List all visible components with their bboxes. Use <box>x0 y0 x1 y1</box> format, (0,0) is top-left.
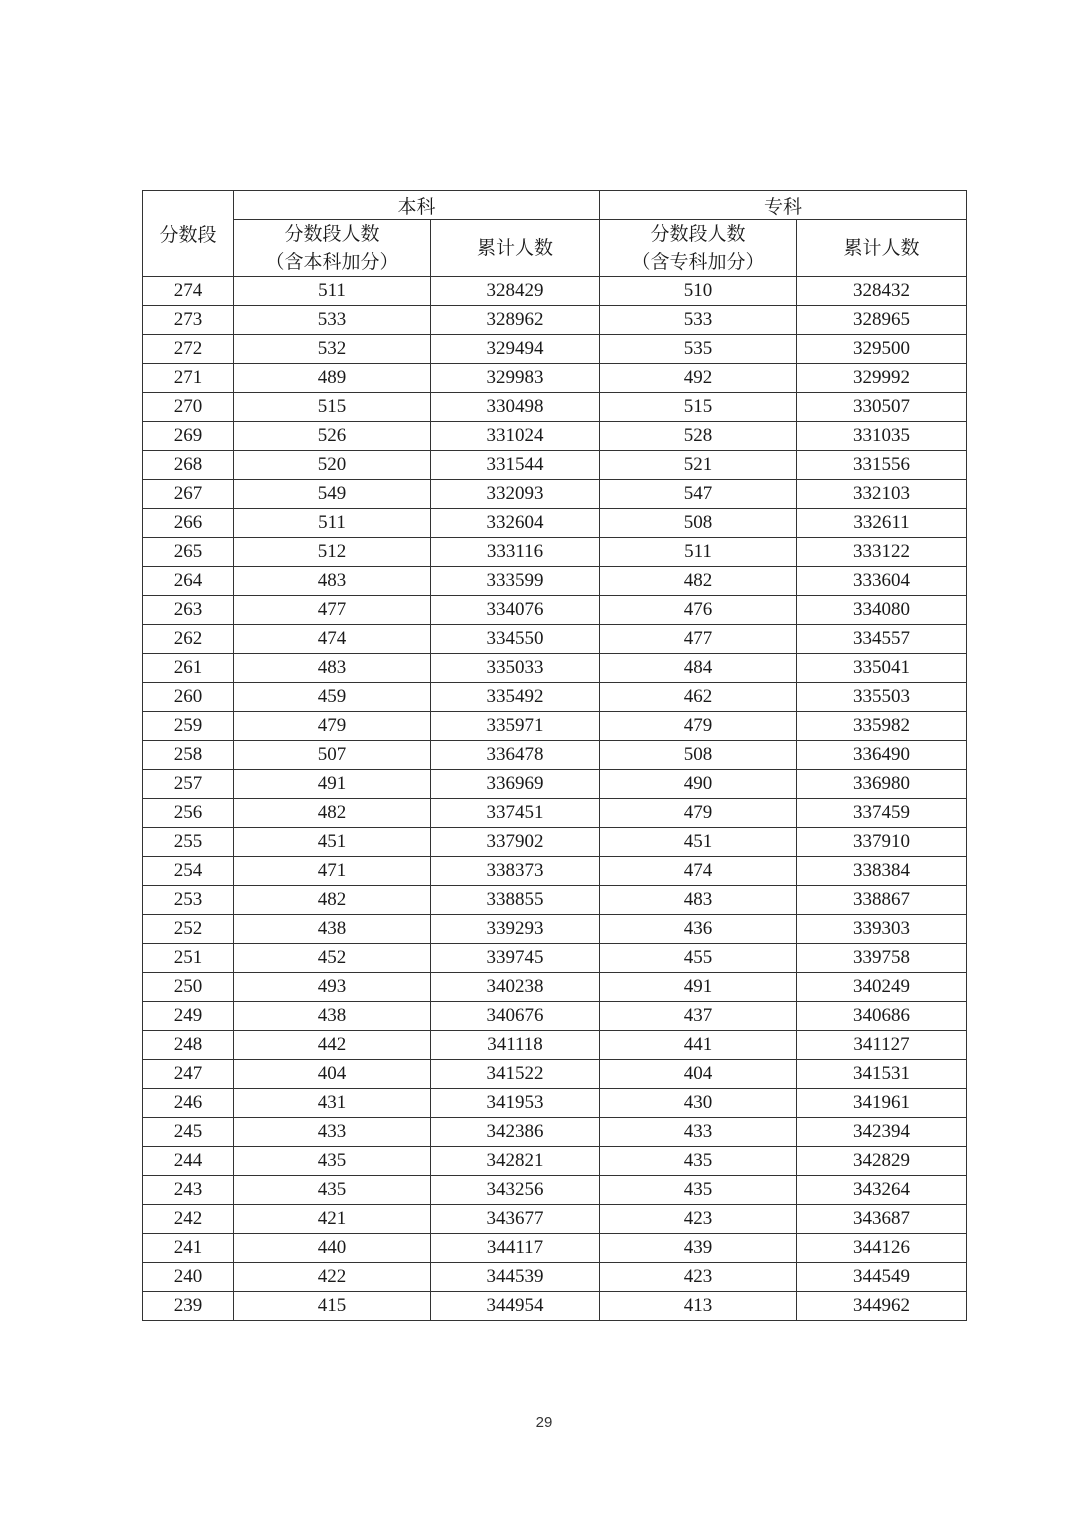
zhuanke-count-cell: 521 <box>600 451 797 480</box>
score-cell: 269 <box>143 422 234 451</box>
zhuanke-cumulative-cell: 341127 <box>797 1031 967 1060</box>
benke-count-cell: 433 <box>234 1118 431 1147</box>
zhuanke-count-cell: 547 <box>600 480 797 509</box>
score-cell: 254 <box>143 857 234 886</box>
benke-count-cell: 451 <box>234 828 431 857</box>
benke-cumulative-cell: 341953 <box>431 1089 600 1118</box>
table-body <box>143 277 967 1321</box>
table-row <box>143 1234 967 1263</box>
table-row <box>143 625 967 654</box>
benke-count-cell: 483 <box>234 654 431 683</box>
zhuanke-count-header-line2: （含专科加分） <box>631 251 765 273</box>
zhuanke-count-cell: 423 <box>600 1263 797 1292</box>
table-row <box>143 683 967 712</box>
benke-count-cell: 452 <box>234 944 431 973</box>
zhuanke-count-cell: 451 <box>600 828 797 857</box>
table-row <box>143 277 967 306</box>
zhuanke-count-cell: 476 <box>600 596 797 625</box>
zhuanke-count-cell: 491 <box>600 973 797 1002</box>
score-cell: 258 <box>143 741 234 770</box>
score-cell: 255 <box>143 828 234 857</box>
score-cell: 268 <box>143 451 234 480</box>
benke-cumulative-cell: 343256 <box>431 1176 600 1205</box>
benke-count-cell: 515 <box>234 393 431 422</box>
score-cell: 261 <box>143 654 234 683</box>
zhuanke-count-header <box>600 220 797 277</box>
benke-count-cell: 438 <box>234 915 431 944</box>
zhuanke-count-header-line1: 分数段人数 <box>650 223 746 245</box>
zhuanke-count-cell: 479 <box>600 712 797 741</box>
score-cell: 263 <box>143 596 234 625</box>
table-row <box>143 1205 967 1234</box>
benke-cumulative-cell: 331024 <box>431 422 600 451</box>
zhuanke-count-cell: 435 <box>600 1176 797 1205</box>
benke-count-cell: 507 <box>234 741 431 770</box>
zhuanke-cumulative-cell: 337910 <box>797 828 967 857</box>
score-cell: 247 <box>143 1060 234 1089</box>
zhuanke-cumulative-cell: 343687 <box>797 1205 967 1234</box>
benke-count-cell: 435 <box>234 1176 431 1205</box>
score-cell: 240 <box>143 1263 234 1292</box>
zhuanke-cumulative-cell: 342394 <box>797 1118 967 1147</box>
benke-cumulative-cell: 342386 <box>431 1118 600 1147</box>
zhuanke-count-cell: 433 <box>600 1118 797 1147</box>
zhuanke-cumulative-cell: 330507 <box>797 393 967 422</box>
score-cell: 244 <box>143 1147 234 1176</box>
benke-cumulative-cell: 337902 <box>431 828 600 857</box>
benke-cumulative-cell: 341118 <box>431 1031 600 1060</box>
benke-cumulative-cell: 337451 <box>431 799 600 828</box>
benke-cumulative-cell: 330498 <box>431 393 600 422</box>
benke-cumulative-cell: 333599 <box>431 567 600 596</box>
score-cell: 249 <box>143 1002 234 1031</box>
zhuanke-count-cell: 508 <box>600 741 797 770</box>
score-column-header: 分数段 <box>143 191 234 277</box>
zhuanke-count-cell: 441 <box>600 1031 797 1060</box>
table-row <box>143 1292 967 1321</box>
zhuanke-cumulative-cell: 338384 <box>797 857 967 886</box>
table-header-row-2 <box>143 220 967 277</box>
benke-cumulative-cell: 332604 <box>431 509 600 538</box>
score-cell: 242 <box>143 1205 234 1234</box>
zhuanke-cumulative-cell: 335041 <box>797 654 967 683</box>
table-row <box>143 1176 967 1205</box>
score-cell: 262 <box>143 625 234 654</box>
benke-cumulative-cell: 336478 <box>431 741 600 770</box>
score-cell: 246 <box>143 1089 234 1118</box>
score-cell: 266 <box>143 509 234 538</box>
benke-cumulative-cell: 333116 <box>431 538 600 567</box>
benke-count-cell: 474 <box>234 625 431 654</box>
table-row <box>143 770 967 799</box>
score-cell: 239 <box>143 1292 234 1321</box>
zhuanke-count-cell: 528 <box>600 422 797 451</box>
zhuanke-count-cell: 492 <box>600 364 797 393</box>
table-row <box>143 1002 967 1031</box>
benke-cumulative-header: 累计人数 <box>431 220 600 277</box>
benke-count-cell: 489 <box>234 364 431 393</box>
benke-cumulative-cell: 329983 <box>431 364 600 393</box>
benke-count-cell: 533 <box>234 306 431 335</box>
table-row <box>143 1118 967 1147</box>
table-header-row-1 <box>143 191 967 220</box>
benke-cumulative-cell: 338373 <box>431 857 600 886</box>
score-cell: 256 <box>143 799 234 828</box>
benke-count-cell: 431 <box>234 1089 431 1118</box>
benke-count-cell: 483 <box>234 567 431 596</box>
table-row <box>143 538 967 567</box>
zhuanke-cumulative-cell: 340686 <box>797 1002 967 1031</box>
table-row <box>143 915 967 944</box>
zhuanke-cumulative-cell: 334557 <box>797 625 967 654</box>
zhuanke-cumulative-cell: 333122 <box>797 538 967 567</box>
table-row <box>143 712 967 741</box>
zhuanke-count-cell: 436 <box>600 915 797 944</box>
benke-count-cell: 532 <box>234 335 431 364</box>
score-cell: 252 <box>143 915 234 944</box>
zhuanke-cumulative-cell: 339758 <box>797 944 967 973</box>
table-row <box>143 1060 967 1089</box>
benke-count-header-line2: （含本科加分） <box>265 251 399 273</box>
zhuanke-count-cell: 423 <box>600 1205 797 1234</box>
benke-count-cell: 404 <box>234 1060 431 1089</box>
table-row <box>143 480 967 509</box>
score-cell: 270 <box>143 393 234 422</box>
score-cell: 257 <box>143 770 234 799</box>
zhuanke-count-cell: 535 <box>600 335 797 364</box>
table-row <box>143 1263 967 1292</box>
zhuanke-cumulative-cell: 333604 <box>797 567 967 596</box>
benke-cumulative-cell: 344117 <box>431 1234 600 1263</box>
zhuanke-cumulative-cell: 336980 <box>797 770 967 799</box>
zhuanke-count-cell: 430 <box>600 1089 797 1118</box>
benke-count-cell: 459 <box>234 683 431 712</box>
table-row <box>143 422 967 451</box>
benke-count-cell: 440 <box>234 1234 431 1263</box>
score-cell: 241 <box>143 1234 234 1263</box>
score-cell: 260 <box>143 683 234 712</box>
zhuanke-group-header: 专科 <box>600 191 967 220</box>
benke-cumulative-cell: 331544 <box>431 451 600 480</box>
benke-group-header: 本科 <box>234 191 600 220</box>
zhuanke-count-cell: 479 <box>600 799 797 828</box>
benke-count-cell: 511 <box>234 277 431 306</box>
benke-cumulative-cell: 344539 <box>431 1263 600 1292</box>
score-cell: 245 <box>143 1118 234 1147</box>
benke-cumulative-cell: 332093 <box>431 480 600 509</box>
benke-count-cell: 435 <box>234 1147 431 1176</box>
zhuanke-cumulative-cell: 340249 <box>797 973 967 1002</box>
table-row <box>143 596 967 625</box>
benke-count-cell: 422 <box>234 1263 431 1292</box>
zhuanke-count-cell: 482 <box>600 567 797 596</box>
zhuanke-cumulative-cell: 332611 <box>797 509 967 538</box>
zhuanke-count-cell: 437 <box>600 1002 797 1031</box>
zhuanke-cumulative-cell: 339303 <box>797 915 967 944</box>
benke-count-cell: 491 <box>234 770 431 799</box>
table-row <box>143 364 967 393</box>
table-row <box>143 451 967 480</box>
zhuanke-cumulative-cell: 335503 <box>797 683 967 712</box>
table-row <box>143 828 967 857</box>
zhuanke-count-cell: 533 <box>600 306 797 335</box>
benke-cumulative-cell: 341522 <box>431 1060 600 1089</box>
zhuanke-count-cell: 510 <box>600 277 797 306</box>
zhuanke-cumulative-cell: 343264 <box>797 1176 967 1205</box>
score-cell: 248 <box>143 1031 234 1060</box>
benke-count-cell: 421 <box>234 1205 431 1234</box>
table-row <box>143 567 967 596</box>
zhuanke-count-cell: 474 <box>600 857 797 886</box>
benke-cumulative-cell: 340238 <box>431 973 600 1002</box>
benke-cumulative-cell: 335492 <box>431 683 600 712</box>
benke-count-cell: 479 <box>234 712 431 741</box>
zhuanke-count-cell: 455 <box>600 944 797 973</box>
table-row <box>143 1031 967 1060</box>
zhuanke-cumulative-cell: 338867 <box>797 886 967 915</box>
table-row <box>143 857 967 886</box>
table-row <box>143 944 967 973</box>
benke-cumulative-cell: 335971 <box>431 712 600 741</box>
benke-cumulative-cell: 334550 <box>431 625 600 654</box>
page-number: 29 <box>535 1414 553 1431</box>
zhuanke-cumulative-cell: 344126 <box>797 1234 967 1263</box>
benke-cumulative-cell: 343677 <box>431 1205 600 1234</box>
zhuanke-cumulative-cell: 329500 <box>797 335 967 364</box>
benke-count-cell: 549 <box>234 480 431 509</box>
zhuanke-count-cell: 483 <box>600 886 797 915</box>
zhuanke-cumulative-cell: 335982 <box>797 712 967 741</box>
zhuanke-cumulative-cell: 336490 <box>797 741 967 770</box>
zhuanke-cumulative-cell: 341531 <box>797 1060 967 1089</box>
table-row <box>143 886 967 915</box>
score-cell: 267 <box>143 480 234 509</box>
benke-count-cell: 511 <box>234 509 431 538</box>
table-row <box>143 509 967 538</box>
score-cell: 251 <box>143 944 234 973</box>
benke-cumulative-cell: 342821 <box>431 1147 600 1176</box>
benke-cumulative-cell: 344954 <box>431 1292 600 1321</box>
table-row <box>143 973 967 1002</box>
score-cell: 259 <box>143 712 234 741</box>
benke-count-cell: 471 <box>234 857 431 886</box>
table-row <box>143 306 967 335</box>
benke-count-header-line1: 分数段人数 <box>284 223 380 245</box>
zhuanke-count-cell: 435 <box>600 1147 797 1176</box>
zhuanke-cumulative-cell: 342829 <box>797 1147 967 1176</box>
zhuanke-cumulative-cell: 328965 <box>797 306 967 335</box>
score-cell: 265 <box>143 538 234 567</box>
benke-cumulative-cell: 339293 <box>431 915 600 944</box>
benke-count-cell: 477 <box>234 596 431 625</box>
zhuanke-cumulative-cell: 334080 <box>797 596 967 625</box>
table-row <box>143 393 967 422</box>
benke-count-cell: 482 <box>234 799 431 828</box>
zhuanke-cumulative-cell: 344962 <box>797 1292 967 1321</box>
score-cell: 264 <box>143 567 234 596</box>
zhuanke-count-cell: 413 <box>600 1292 797 1321</box>
zhuanke-cumulative-cell: 341961 <box>797 1089 967 1118</box>
zhuanke-cumulative-cell: 344549 <box>797 1263 967 1292</box>
benke-cumulative-cell: 329494 <box>431 335 600 364</box>
benke-count-cell: 512 <box>234 538 431 567</box>
score-distribution-table <box>142 190 967 1321</box>
score-cell: 271 <box>143 364 234 393</box>
zhuanke-cumulative-cell: 328432 <box>797 277 967 306</box>
benke-cumulative-cell: 335033 <box>431 654 600 683</box>
benke-count-cell: 526 <box>234 422 431 451</box>
zhuanke-count-cell: 404 <box>600 1060 797 1089</box>
benke-count-cell: 442 <box>234 1031 431 1060</box>
benke-count-cell: 438 <box>234 1002 431 1031</box>
score-cell: 273 <box>143 306 234 335</box>
zhuanke-count-cell: 439 <box>600 1234 797 1263</box>
zhuanke-count-cell: 511 <box>600 538 797 567</box>
benke-cumulative-cell: 340676 <box>431 1002 600 1031</box>
zhuanke-cumulative-cell: 329992 <box>797 364 967 393</box>
benke-count-cell: 415 <box>234 1292 431 1321</box>
score-cell: 272 <box>143 335 234 364</box>
table-row <box>143 1147 967 1176</box>
benke-cumulative-cell: 339745 <box>431 944 600 973</box>
benke-cumulative-cell: 328429 <box>431 277 600 306</box>
benke-cumulative-cell: 336969 <box>431 770 600 799</box>
benke-count-cell: 493 <box>234 973 431 1002</box>
table-row <box>143 654 967 683</box>
zhuanke-count-cell: 490 <box>600 770 797 799</box>
score-cell: 274 <box>143 277 234 306</box>
score-cell: 250 <box>143 973 234 1002</box>
table-row <box>143 335 967 364</box>
zhuanke-cumulative-cell: 332103 <box>797 480 967 509</box>
zhuanke-count-cell: 462 <box>600 683 797 712</box>
benke-cumulative-cell: 334076 <box>431 596 600 625</box>
zhuanke-cumulative-cell: 337459 <box>797 799 967 828</box>
benke-count-header <box>234 220 431 277</box>
zhuanke-cumulative-cell: 331556 <box>797 451 967 480</box>
zhuanke-cumulative-cell: 331035 <box>797 422 967 451</box>
zhuanke-cumulative-header: 累计人数 <box>797 220 967 277</box>
table-row <box>143 1089 967 1118</box>
score-cell: 253 <box>143 886 234 915</box>
score-cell: 243 <box>143 1176 234 1205</box>
table-row <box>143 741 967 770</box>
zhuanke-count-cell: 515 <box>600 393 797 422</box>
benke-cumulative-cell: 328962 <box>431 306 600 335</box>
zhuanke-count-cell: 477 <box>600 625 797 654</box>
table-row <box>143 799 967 828</box>
benke-count-cell: 482 <box>234 886 431 915</box>
zhuanke-count-cell: 484 <box>600 654 797 683</box>
benke-cumulative-cell: 338855 <box>431 886 600 915</box>
benke-count-cell: 520 <box>234 451 431 480</box>
zhuanke-count-cell: 508 <box>600 509 797 538</box>
